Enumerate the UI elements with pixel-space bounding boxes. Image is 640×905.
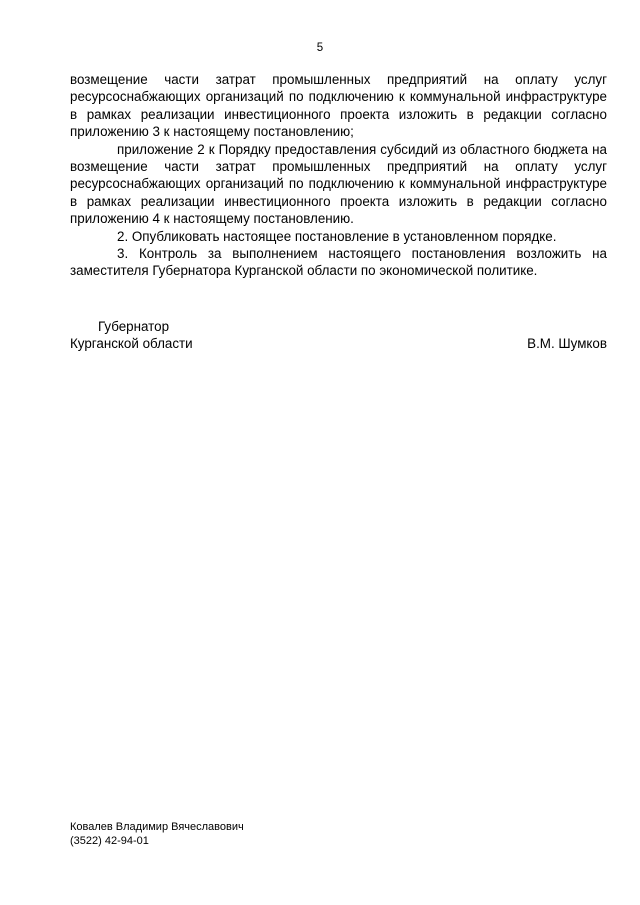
paragraph: 2. Опубликовать настоящее постановление в установленном порядке. [117,228,557,244]
executor-phone: (3522) 42-94-01 [70,835,149,847]
paragraph: 3. Контроль за выполнением настоящего постановления возложить на заместителя Губернатора Курганской области по экономической политике. [70,246,607,279]
signatory-title-line1: Губернатор [98,319,170,334]
signatory-title-line2: Курганской области [70,336,193,352]
signature-block [70,318,607,353]
executor-name: Ковалев Владимир Вячеславович [70,821,244,833]
executor-footer [70,820,244,848]
paragraph: возмещение части затрат промышленных предприятий на оплату услуг ресурсоснабжающих организаций по подключению к коммунальной инфраструктуре в рамках реализации инвестиционного проекта изложить в редакции согласно приложению 3 к настоящему постановлению; [70,72,607,140]
signature-row [70,335,607,352]
signatory-name: В.М. Шумков [527,336,607,352]
document-body [70,71,607,280]
paragraph: приложение 2 к Порядку предоставления субсидий из областного бюджета на возмещение части затрат промышленных предприятий на оплату услуг ресурсоснабжающих организаций по подключению к коммунальной инфраструктуре в рамках реализации инвестиционного проекта изложить в редакции согласно приложению 4 к настоящему постановлению. [70,141,607,227]
page-number: 5 [316,42,324,54]
